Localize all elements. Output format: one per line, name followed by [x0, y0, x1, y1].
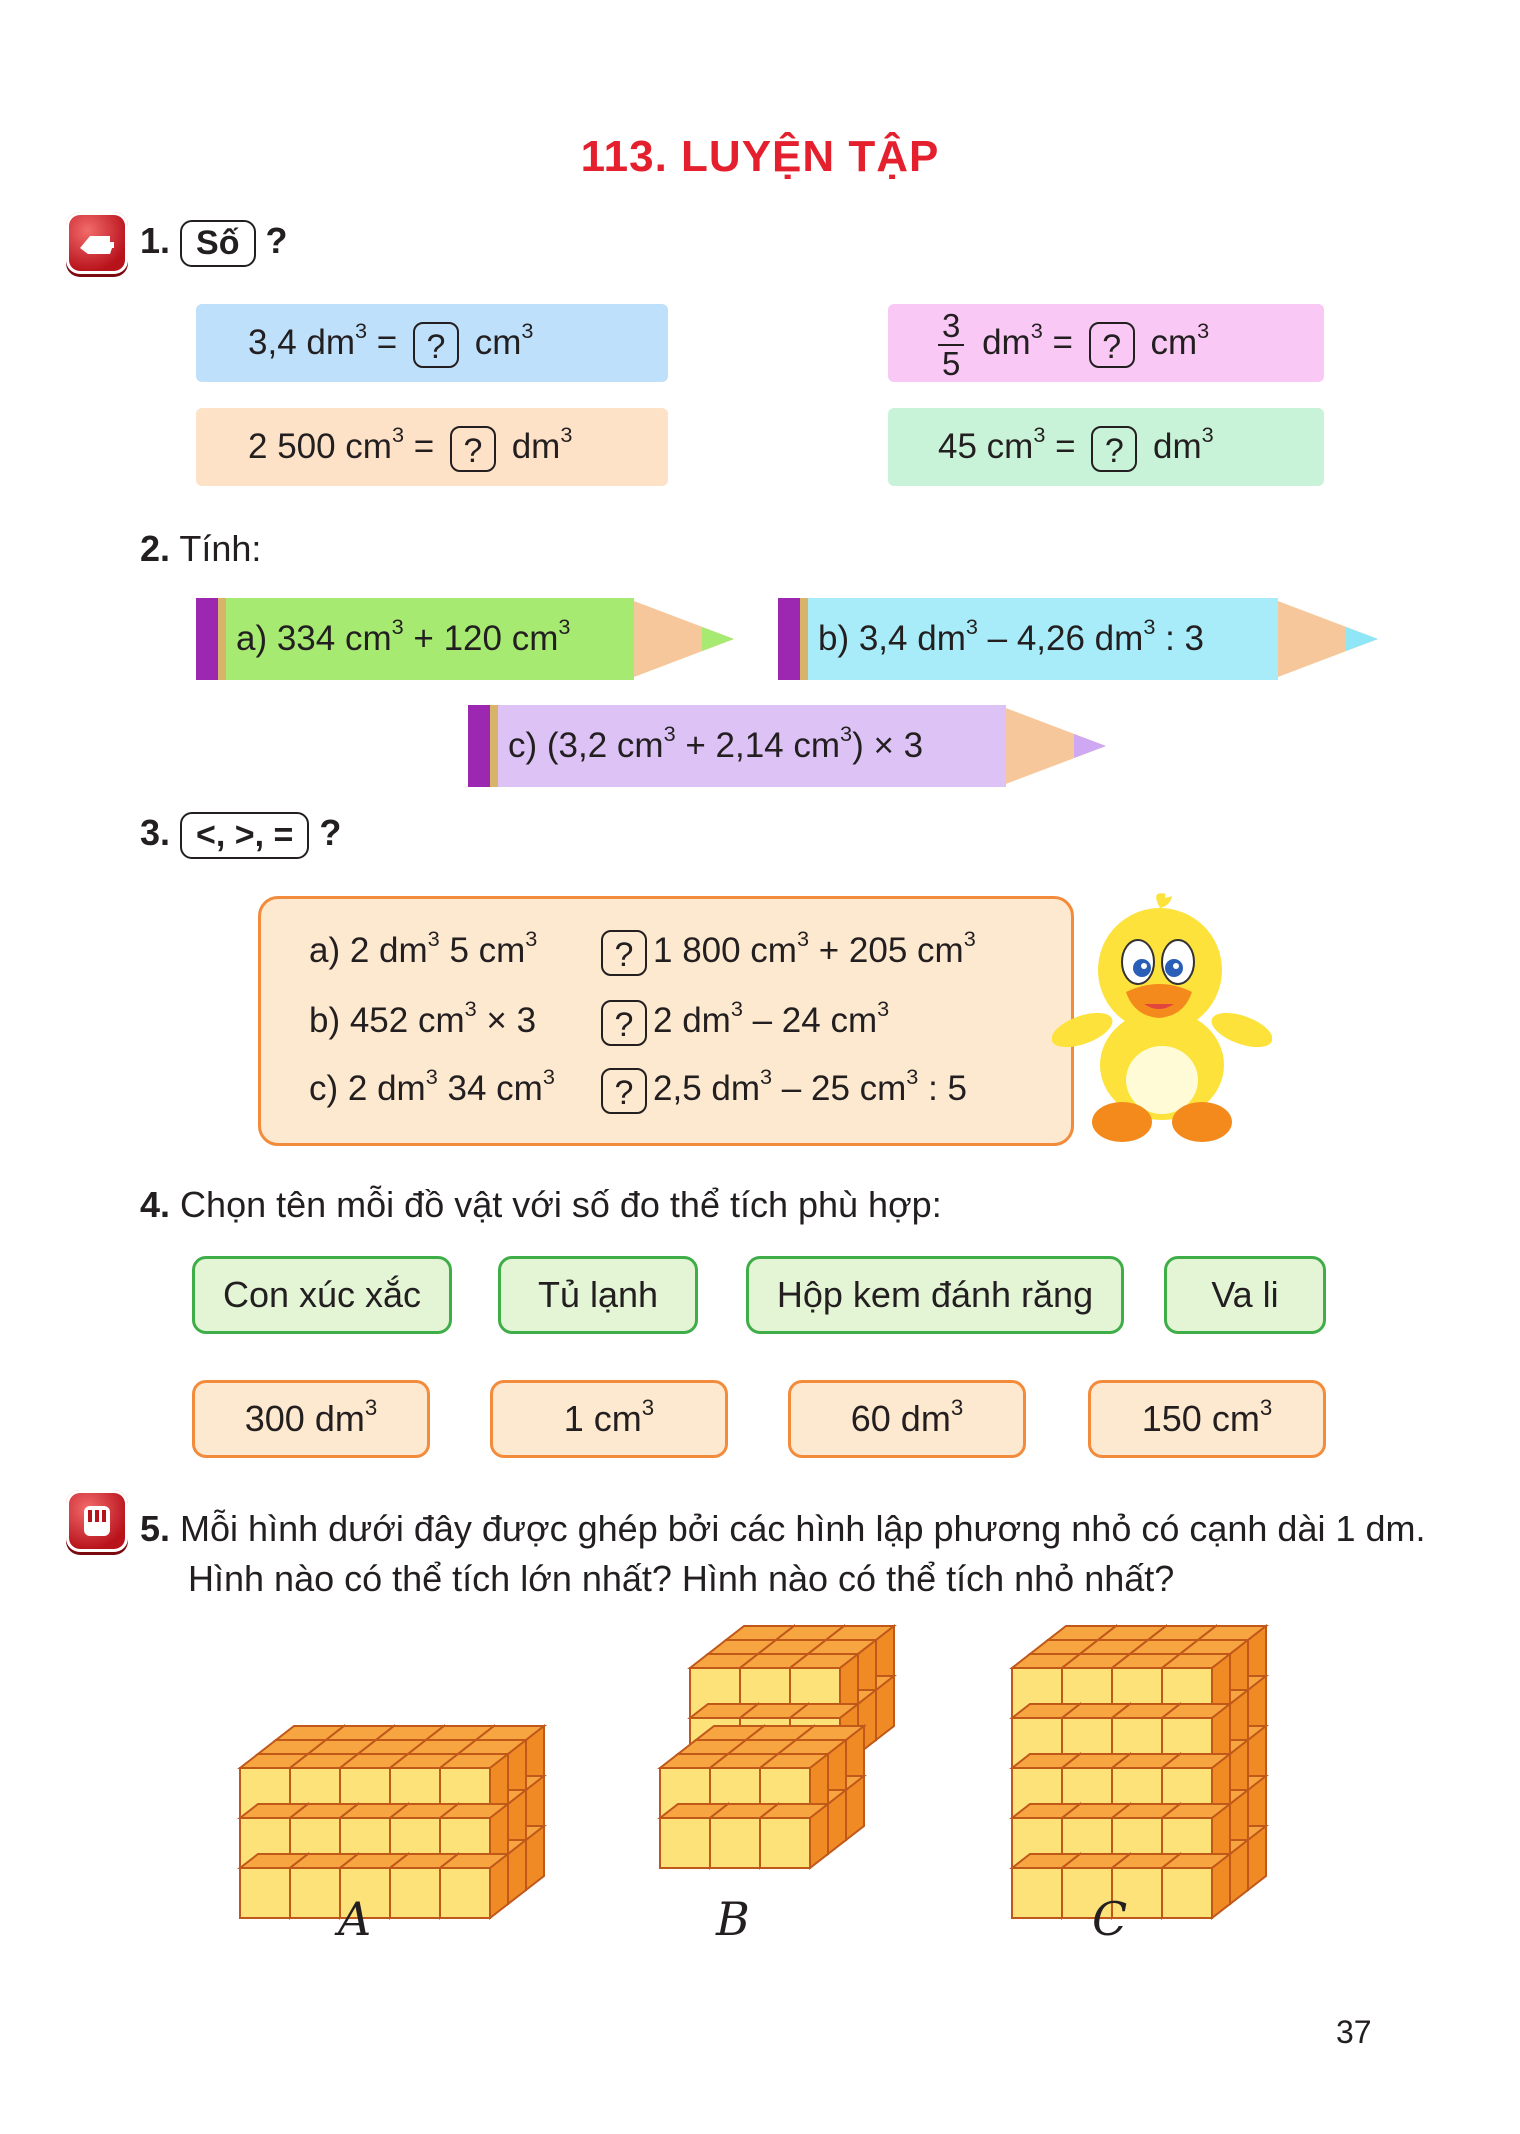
cube-face — [240, 1868, 290, 1918]
pencil-c — [468, 705, 1106, 787]
q1c-right: dm — [511, 427, 561, 466]
cmp-ls2: 3 — [525, 926, 538, 952]
q2a-s2: 3 — [558, 614, 571, 640]
q2b-s2: 3 — [1143, 614, 1156, 640]
cube-face — [390, 1868, 440, 1918]
cube-face — [440, 1868, 490, 1918]
pencil-tip — [1270, 598, 1378, 680]
pencil-tip — [998, 705, 1106, 787]
q2c-p3: ) × 3 — [852, 726, 924, 765]
q1d-sup1: 3 — [1033, 422, 1046, 448]
q1a-sup1: 3 — [355, 318, 368, 344]
cmp-l1: b) 452 cm — [309, 1001, 465, 1040]
volume-sup: 3 — [1259, 1394, 1273, 1420]
q5-heading — [140, 1504, 1426, 1554]
cmp-r3: : 5 — [918, 1069, 967, 1108]
pencil-band — [800, 598, 808, 680]
pencil-body — [778, 598, 1278, 680]
fraction-numerator: 3 — [938, 308, 964, 346]
cube-face — [1162, 1868, 1212, 1918]
q5-line2: Hình nào có thể tích lớn nhất? Hình nào có thể tích nhỏ nhất? — [188, 1558, 1175, 1599]
volume-option[interactable] — [192, 1380, 430, 1458]
q3-qmark: ? — [319, 812, 342, 854]
volume-sup: 3 — [641, 1394, 655, 1420]
cube-face — [710, 1818, 760, 1868]
object-toothpaste-box[interactable]: Hộp kem đánh răng — [746, 1256, 1124, 1334]
cube-figures — [0, 1600, 1520, 1960]
object-fridge[interactable]: Tủ lạnh — [498, 1256, 698, 1334]
pencil-tip — [626, 598, 734, 680]
answer-box[interactable]: ? — [450, 426, 496, 472]
answer-box[interactable]: ? — [601, 930, 647, 976]
cmp-rs1: 3 — [796, 926, 810, 952]
compare-line-b — [309, 991, 889, 1051]
q2-number: 2. — [140, 528, 171, 569]
cube-face — [1012, 1868, 1062, 1918]
label-c: C — [1092, 1892, 1128, 1946]
cmp-r2: – 25 cm — [772, 1069, 907, 1108]
cmp-ls1: 3 — [427, 926, 440, 952]
q1d-left: 45 cm — [938, 427, 1034, 466]
q2c-p1: c) (3,2 cm — [508, 726, 664, 765]
cmp-l2: × 3 — [476, 1001, 537, 1040]
pencil-a — [196, 598, 734, 680]
pencil-band — [490, 705, 498, 787]
object-suitcase[interactable]: Va li — [1164, 1256, 1326, 1334]
q2a-p1: a) 334 cm — [236, 619, 392, 658]
answer-box[interactable]: ? — [1089, 322, 1135, 368]
pencil-band — [218, 598, 226, 680]
q1-item-d — [888, 408, 1324, 486]
volume-option[interactable] — [788, 1380, 1026, 1458]
figure-a — [240, 1726, 544, 1918]
q2b-p1: b) 3,4 dm — [818, 619, 966, 658]
q2a-s1: 3 — [391, 614, 404, 640]
page-title: 113. LUYỆN TẬP — [580, 132, 940, 181]
cmp-left — [309, 991, 595, 1051]
pencil-b — [778, 598, 1378, 680]
label-b: B — [716, 1892, 750, 1946]
q1-tag: Số — [180, 220, 255, 267]
compare-box — [258, 896, 1074, 1146]
cmp-left — [309, 1059, 595, 1119]
q5-line1: Mỗi hình dưới đây được ghép bởi các hình lập phương nhỏ có cạnh dài 1 dm. — [180, 1508, 1426, 1549]
fraction-denominator: 5 — [942, 344, 961, 382]
cube-face — [660, 1818, 710, 1868]
cmp-rs2: 3 — [877, 996, 890, 1022]
q4-number: 4. — [140, 1184, 171, 1225]
q2c-s2: 3 — [840, 721, 853, 747]
q1a-right: cm — [474, 323, 522, 362]
cmp-r1: 2,5 dm — [653, 1069, 760, 1108]
q1b-left: dm — [982, 323, 1031, 362]
q2c-p2: + 2,14 cm — [675, 726, 841, 765]
cmp-left — [309, 921, 595, 981]
q1c-left: 2 500 cm — [248, 427, 392, 466]
q1c-eq: = — [413, 427, 435, 466]
answer-box[interactable]: ? — [601, 1068, 647, 1114]
object-dice[interactable]: Con xúc xắc — [192, 1256, 452, 1334]
q1d-right: dm — [1153, 427, 1202, 466]
q2a-p2: + 120 cm — [403, 619, 559, 658]
pencil-body — [196, 598, 634, 680]
volume-value: 300 dm — [244, 1398, 365, 1439]
q1a-eq: = — [376, 323, 398, 362]
q1-qmark: ? — [265, 220, 288, 262]
q1d-eq: = — [1055, 427, 1076, 466]
volume-option[interactable] — [490, 1380, 728, 1458]
q1c-sup1: 3 — [391, 422, 405, 448]
cube-face — [760, 1818, 810, 1868]
label-a: A — [338, 1892, 372, 1946]
volume-sup: 3 — [364, 1394, 378, 1420]
q3-number: 3. — [140, 812, 171, 854]
answer-box[interactable]: ? — [413, 322, 459, 368]
q1a-sup2: 3 — [521, 318, 534, 344]
q2b-s1: 3 — [965, 614, 978, 640]
q4-heading — [140, 1184, 942, 1226]
q2-text: Tính: — [179, 528, 262, 569]
cmp-rs1: 3 — [730, 996, 743, 1022]
volume-value: 150 cm — [1141, 1398, 1260, 1439]
compare-line-c — [309, 1059, 967, 1119]
hand-icon — [66, 212, 128, 274]
figure-c — [1012, 1626, 1266, 1918]
cmp-l2: 34 cm — [437, 1069, 543, 1108]
cmp-r1: 1 800 cm — [653, 931, 797, 970]
q1a-left: 3,4 dm — [248, 323, 355, 362]
answer-box[interactable]: ? — [601, 1000, 647, 1046]
q1b-right: cm — [1150, 323, 1198, 362]
cmp-ls1: 3 — [425, 1064, 438, 1090]
q2b-p3: : 3 — [1155, 619, 1205, 658]
q1d-sup2: 3 — [1201, 422, 1214, 448]
q1-number: 1. — [140, 220, 171, 262]
figure-b — [660, 1626, 894, 1868]
q2-heading — [140, 528, 261, 570]
q4-text: Chọn tên mỗi đồ vật với số đo thể tích phù hợp: — [180, 1184, 942, 1225]
cmp-r1: 2 dm — [653, 1001, 731, 1040]
q3-tag: <, >, = — [180, 812, 309, 859]
q1-item-b — [888, 304, 1324, 382]
cmp-l1: a) 2 dm — [309, 931, 428, 970]
pencil-body — [468, 705, 1006, 787]
q1-item-c — [196, 408, 668, 486]
q3-heading — [140, 812, 341, 859]
cmp-l1: c) 2 dm — [309, 1069, 426, 1108]
q1-heading — [140, 220, 288, 267]
cmp-ls2: 3 — [542, 1064, 555, 1090]
cube-face — [290, 1868, 340, 1918]
cmp-rs2: 3 — [963, 926, 976, 952]
q1-item-a — [196, 304, 668, 382]
volume-sup: 3 — [950, 1394, 964, 1420]
compare-line-a — [309, 921, 976, 981]
fraction — [938, 308, 964, 382]
page-number: 37 — [1336, 2014, 1372, 2050]
q1c-sup2: 3 — [560, 422, 573, 448]
cmp-rs2: 3 — [906, 1064, 919, 1090]
cmp-r2: + 205 cm — [809, 931, 964, 970]
cmp-l2: 5 cm — [439, 931, 526, 970]
duck-mascot — [1052, 890, 1272, 1150]
volume-value: 1 cm — [563, 1398, 642, 1439]
q5-number: 5. — [140, 1508, 171, 1549]
q1b-eq: = — [1052, 323, 1073, 362]
q2c-s1: 3 — [663, 721, 676, 747]
q1b-sup1: 3 — [1030, 318, 1043, 344]
fist-icon — [66, 1490, 128, 1552]
volume-option[interactable] — [1088, 1380, 1326, 1458]
q2b-p2: – 4,26 dm — [977, 619, 1144, 658]
q1b-sup2: 3 — [1197, 318, 1210, 344]
cmp-r2: – 24 cm — [742, 1001, 878, 1040]
answer-box[interactable]: ? — [1091, 426, 1137, 472]
cmp-ls1: 3 — [464, 996, 477, 1022]
volume-value: 60 dm — [850, 1398, 951, 1439]
cmp-rs1: 3 — [760, 1064, 773, 1090]
